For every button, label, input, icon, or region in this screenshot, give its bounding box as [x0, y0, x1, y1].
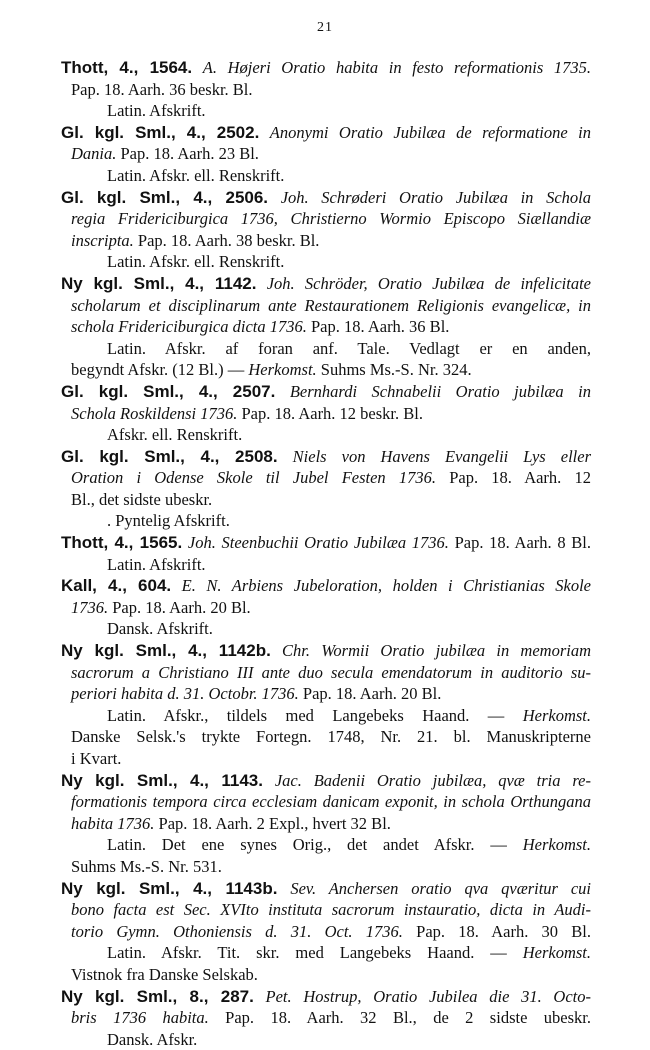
entry-line [61, 878, 591, 900]
shelfmark: Gl. kgl. Sml., 4., 2502. [61, 122, 260, 142]
description-text: Danske Selsk.'s trykte Fortegn. 1748, Nr. 21. bl. Manuskripterne [71, 727, 591, 747]
entry-line [61, 683, 591, 705]
work-title: inscripta. [71, 230, 134, 250]
shelfmark: Ny kgl. Sml., 4., 1143b. [61, 878, 278, 898]
description-text: Dansk. Afskrift. [107, 619, 213, 639]
description-text: Pap. 18. Aarh. 30 Bl. [416, 921, 591, 941]
work-title: habita 1736. [71, 813, 155, 833]
entry-line [61, 251, 591, 273]
work-title: Bernhardi Schnabelii Oratio jubilæa in [289, 381, 591, 401]
catalog-entry [61, 122, 591, 187]
provenance-label: Herkomst. [248, 360, 317, 380]
work-title: schola Fridericiburgica dicta 1736. [71, 317, 307, 337]
entry-line [61, 834, 591, 856]
shelfmark: Ny kgl. Sml., 4., 1142. [61, 273, 257, 293]
description-text: Latin. Afskr., tildels med Langebeks Haand. — [107, 705, 505, 725]
provenance-label: Herkomst. [522, 835, 592, 855]
entry-line [61, 79, 591, 101]
description-text: begyndt Afskr. (12 Bl.) — [71, 360, 245, 380]
description-text: Pap. 18. Aarh. 36 beskr. Bl. [71, 79, 253, 99]
entry-line [61, 618, 591, 640]
catalog-entry [61, 381, 591, 446]
entry-line [61, 208, 591, 230]
shelfmark: Ny kgl. Sml., 4., 1143. [61, 770, 263, 790]
shelfmark: Ny kgl. Sml., 8., 287. [61, 986, 254, 1006]
entry-line [61, 424, 591, 446]
work-title: formationis tempora circa ecclesiam danicam exponit, in schola Orthungana [71, 792, 591, 812]
entry-line [61, 986, 591, 1008]
work-title: regia Fridericiburgica 1736, Christierno Wormio Episcopo Siællandiæ [71, 209, 591, 229]
work-title: periori habita d. 31. Octobr. 1736. [71, 684, 299, 704]
description-text: Pap. 18. Aarh. 36 Bl. [310, 317, 450, 337]
page-number: 21 [317, 20, 333, 35]
entry-line [61, 316, 591, 338]
entry-line [61, 770, 591, 792]
entry-line [61, 359, 591, 381]
entry-line [61, 57, 591, 79]
entry-line [61, 964, 591, 986]
catalog-entry [61, 640, 591, 770]
description-text: Latin. Afskr. ell. Renskrift. [107, 165, 285, 185]
description-text: i Kvart. [71, 749, 122, 768]
entry-line [61, 100, 591, 122]
description-text: Pap. 18. Aarh. 38 beskr. Bl. [137, 230, 320, 250]
entry-line [61, 1007, 591, 1029]
entry-line [61, 554, 591, 576]
description-text: Dansk. Afskr. [107, 1029, 198, 1049]
description-text: Pap. 18. Aarh. 23 Bl. [120, 144, 259, 164]
description-text: Pap. 18. Aarh. 12 [449, 468, 592, 488]
description-text: Latin. Afskr. Tit. skr. med Langebeks Haand. — [107, 943, 507, 963]
description-text: Latin. Afskrift. [107, 101, 206, 121]
entry-line [61, 856, 591, 878]
entry-line [61, 467, 591, 489]
entry-line [61, 446, 591, 468]
work-title: Jac. Badenii Oratio jubilæa, qvæ tria re- [274, 770, 591, 790]
entry-line [61, 273, 591, 295]
description-text: Latin. Afskr. ell. Renskrift. [107, 252, 285, 272]
catalog-entry [61, 57, 591, 122]
entry-line [61, 532, 591, 554]
description-text: Pap. 18. Aarh. 32 Bl., de 2 sidste ubeskr. [225, 1008, 591, 1028]
catalog-entry [61, 273, 591, 381]
description-text: Latin. Afskrift. [107, 554, 206, 574]
work-title: Joh. Steenbuchii Oratio Jubilæa 1736. [187, 533, 449, 553]
description-text: Latin. Afskr. af foran anf. Tale. Vedlagt er en anden, [107, 338, 591, 358]
work-title: Dania. [71, 144, 117, 164]
provenance-label: Herkomst. [522, 705, 592, 725]
entry-line [61, 597, 591, 619]
catalog-entry [61, 187, 591, 273]
entry-line [61, 403, 591, 425]
entry-line [61, 748, 591, 770]
entry-line [61, 791, 591, 813]
work-title: Joh. Schröder, Oratio Jubilæa de infelicitate [266, 273, 592, 293]
entry-line [61, 187, 591, 209]
work-title: Niels von Havens Evangelii Lys eller [292, 446, 592, 466]
entry-line [61, 122, 591, 144]
description-text: Latin. Det ene synes Orig., det andet Afskr. — [107, 835, 507, 855]
work-title: 1736. [71, 597, 109, 617]
catalog-entry [61, 575, 591, 640]
work-title: sacrorum a Christiano III ante duo secula emendatorum in auditorio su- [71, 662, 591, 682]
entry-line [61, 662, 591, 684]
description-text: . Pyntelig Afskrift. [107, 511, 230, 531]
entry-line [61, 230, 591, 252]
provenance-label: Herkomst. [522, 943, 591, 963]
entry-line [61, 921, 591, 943]
description-text: Bl., det sidste ubeskr. [71, 489, 213, 509]
work-title: Joh. Schrøderi Oratio Jubilæa in Schola [280, 187, 591, 207]
entry-line [61, 510, 591, 532]
work-title: Pet. Hostrup, Oratio Jubilea die 31. Octo- [265, 986, 591, 1006]
description-text: Pap. 18. Aarh. 8 Bl. [454, 533, 591, 553]
work-title: Oration i Odense Skole til Jubel Festen 1736. [71, 468, 437, 488]
shelfmark: Thott, 4., 1565. [61, 533, 183, 553]
description-text: Pap. 18. Aarh. 20 Bl. [112, 597, 251, 617]
entry-line [61, 489, 591, 511]
entry-line [61, 143, 591, 165]
entry-line [61, 705, 591, 727]
shelfmark: Gl. kgl. Sml., 4., 2507. [61, 381, 276, 401]
catalog-entry [61, 770, 591, 878]
entry-line [61, 813, 591, 835]
description-text: Afskr. ell. Renskrift. [107, 425, 243, 445]
work-title: Schola Roskildensi 1736. [71, 403, 238, 423]
catalog-entry [61, 986, 591, 1050]
work-title: Sev. Anchersen oratio qva qværitur cui [290, 878, 592, 898]
entry-line [61, 575, 591, 597]
work-title: A. Højeri Oratio habita in festo reformationis 1735. [202, 58, 591, 77]
catalog-entry [61, 532, 591, 575]
work-title: scholarum et disciplinarum ante Restaurationem Religionis evangelicæ, in [71, 295, 591, 315]
work-title: torio Gymn. Othoniensis d. 31. Oct. 1736. [71, 921, 403, 941]
shelfmark: Kall, 4., 604. [61, 576, 172, 596]
entry-line [61, 640, 591, 662]
catalog-entry [61, 446, 591, 532]
description-text: Pap. 18. Aarh. 2 Expl., hvert 32 Bl. [158, 813, 391, 833]
shelfmark: Gl. kgl. Sml., 4., 2506. [61, 187, 269, 207]
description-text: Suhms Ms.-S. Nr. 531. [71, 856, 222, 876]
shelfmark: Gl. kgl. Sml., 4., 2508. [61, 446, 278, 466]
entry-line [61, 899, 591, 921]
description-text: Vistnok fra Danske Selskab. [71, 964, 258, 984]
shelfmark: Ny kgl. Sml., 4., 1142b. [61, 641, 271, 661]
entry-line [61, 942, 591, 964]
shelfmark: Thott, 4., 1564. [61, 58, 193, 77]
work-title: bono facta est Sec. XVIto instituta sacrorum instauratio, dicta in Audi- [71, 900, 591, 920]
description-text: Pap. 18. Aarh. 20 Bl. [302, 684, 442, 704]
provenance-text: Suhms Ms.-S. Nr. 324. [320, 360, 472, 380]
description-text: Pap. 18. Aarh. 12 beskr. Bl. [241, 403, 423, 423]
catalog-entry [61, 878, 591, 986]
entry-line [61, 165, 591, 187]
work-title: Chr. Wormii Oratio jubilæa in memoriam [282, 641, 591, 661]
entry-line [61, 295, 591, 317]
work-title: bris 1736 habita. [71, 1008, 209, 1028]
work-title: E. N. Arbiens Jubeloration, holden i Christianias Skole [181, 576, 591, 596]
entry-line [61, 726, 591, 748]
entry-line [61, 381, 591, 403]
catalog-entries [61, 57, 591, 1050]
entry-line [61, 338, 591, 360]
work-title: Anonymi Oratio Jubilæa de reformatione in [269, 122, 592, 142]
entry-line [61, 1029, 591, 1050]
